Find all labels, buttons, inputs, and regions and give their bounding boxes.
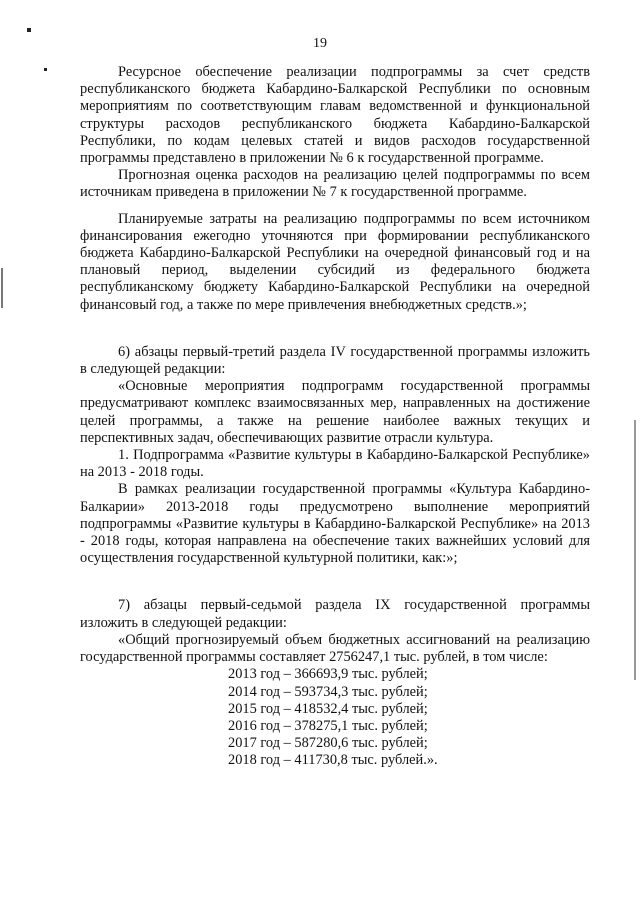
annual-amount-item: 2014 год – 593734,3 тыс. рублей; xyxy=(228,683,428,700)
scan-mark xyxy=(27,28,31,32)
document-body xyxy=(80,64,590,770)
paragraph-amendment-6: 6) абзацы первый-третий раздела IV государственной программы изложить в следующей редакции: xyxy=(80,343,590,378)
paragraph-forecast-estimate: Прогнозная оценка расходов на реализацию целей подпрограммы по всем источникам приведена в приложении № 7 к государственной программе. xyxy=(80,167,590,201)
annual-amount-item: 2017 год – 587280,6 тыс. рублей; xyxy=(228,735,428,752)
paragraph-program-framework: В рамках реализации государственной программы «Культура Кабардино-Балкарии» 2013-2018 годы предусмотрено выполнение мероприятий подпрограммы «Развитие культуры в Кабардино-Балкарской Республике» на 2013 - 2018 годы, которая направлена на обеспечение таких важнейших условий для осуществления государственной культурной политики, как:»; xyxy=(80,481,590,567)
page-number: 19 xyxy=(313,36,327,51)
annual-amount-item: 2018 год – 411730,8 тыс. рублей.». xyxy=(228,752,438,769)
scan-edge-mark xyxy=(634,420,636,680)
paragraph-planned-costs: Планируемые затраты на реализацию подпрограммы по всем источником финансирования ежегодно уточняются при формировании республиканского бюджета Кабардино-Балкарской Республики на очередной финансовый год и на плановый период, выделении субсидий из федерального бюджета республиканскому бюджету Кабардино-Балкарской Республики на очередной финансовый год, а также по мере привлечения внебюджетных средств.»; xyxy=(80,210,590,313)
scan-mark xyxy=(44,68,47,71)
scan-edge-mark xyxy=(1,268,3,308)
paragraph-subprogram-1: 1. Подпрограмма «Развитие культуры в Кабардино-Балкарской Республике» на 2013 - 2018 годы. xyxy=(80,447,590,481)
annual-amount-item: 2016 год – 378275,1 тыс. рублей; xyxy=(228,717,428,734)
annual-amount-item: 2015 год – 418532,4 тыс. рублей; xyxy=(228,700,428,717)
annual-amounts-list xyxy=(228,666,590,769)
annual-amount-item: 2013 год – 366693,9 тыс. рублей; xyxy=(228,666,428,683)
paragraph-main-activities: «Основные мероприятия подпрограмм государственной программы предусматривают комплекс взаимосвязанных мер, направленных на достижение целей программы, а также на решение наиболее важных текущих и перспективных задач, обеспечивающих развитие отрасли культура. xyxy=(80,378,590,446)
paragraph-amendment-7: 7) абзацы первый-седьмой раздела IX государственной программы изложить в следующей редакции: xyxy=(80,597,590,631)
paragraph-total-budget: «Общий прогнозируемый объем бюджетных ассигнований на реализацию государственной программы составляет 2756247,1 тыс. рублей, в том числе: xyxy=(80,631,590,666)
paragraph-resource-provision: Ресурсное обеспечение реализации подпрограммы за счет средств республиканского бюджета Кабардино-Балкарской Республики по основным мероприятиям по соответствующим главам ведомственной и функциональной структуры расходов республиканского бюджета Кабардино-Балкарской Республики, по кодам целевых статей и видов расходов государственной программы представлено в приложении № 6 к государственной программе. xyxy=(80,64,590,167)
